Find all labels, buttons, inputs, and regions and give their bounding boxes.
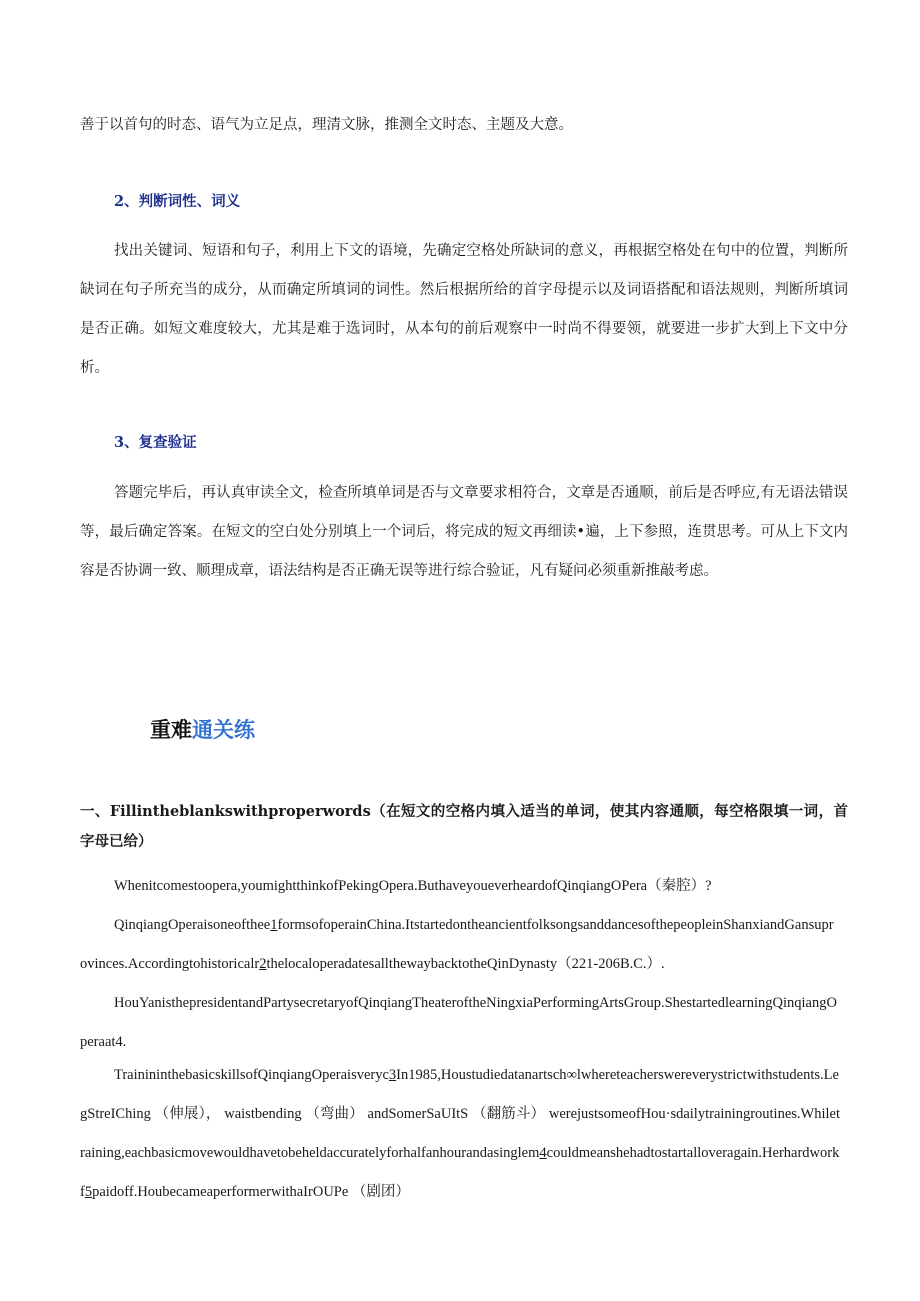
section-title — [150, 715, 255, 745]
text-span: formsofoperainChina.ItstartedontheancientfolksongsanddancesofthepeopleinShanxiandGansuprovinces.Accordingtohistoricalr — [80, 917, 834, 972]
text-span: TrainininthebasicskillsofQinqiangOperaisveryc — [114, 1067, 389, 1083]
passage-line-1: Whenitcomestoopera,youmightthinkofPekingOpera.ButhaveyoueverheardofQinqiangOPera（秦腔）? — [114, 878, 712, 894]
blank-3: 3 — [388, 1067, 397, 1083]
text-span: paidoff.HoubecameaperformerwithaIrOUPe （剧团） — [92, 1184, 410, 1200]
blank-1: 1 — [270, 917, 278, 933]
blank-4: 4 — [539, 1145, 547, 1161]
text-span: In1985,Houstudiedatanartsch∞lwhereteacherswereverystrictwithstudents.LegStreIChing （伸展）， waistbending （弯曲） andSomerSaUItS （翻筋斗） werejustsomeofHou·sdailytrainingroutines.Whiletraining,eachbasicmovewouldhavetobeheldaccuratelyforhalfanhourandasinglem — [80, 1067, 840, 1161]
section-title-part1: 重难 — [150, 718, 192, 742]
passage-paragraph-2 — [80, 906, 840, 984]
blank-2: 2 — [259, 956, 267, 972]
text-span: thelocaloperadatesallthewaybacktotheQinDynasty（221-206B.C.）. — [266, 956, 665, 972]
heading-judge-word: 2、判断词性、词义 — [114, 193, 241, 210]
section-title-part2: 通关练 — [192, 718, 255, 742]
question-heading: 一、Fillintheblankswithproperwords（在短文的空格内填入适当的单词，使其内容通顺，每空格限填一词，首字母已给） — [80, 803, 848, 850]
heading-review: 3、复查验证 — [114, 434, 197, 451]
paragraph-review: 答题完毕后，再认真审读全文，检查所填单词是否与文章要求相符合，文章是否通顺，前后是否呼应,有无语法错误等，最后确定答案。在短文的空白处分别填上一个词后，将完成的短文再细读•遍，上下参照，连贯思考。可从上下文内容是否协调一致、顺理成章，语法结构是否正确无误等进行综合验证，凡有疑问必须重新推敲考虑。 — [80, 485, 848, 579]
text-span: QinqiangOperaisoneofthee — [114, 917, 271, 933]
blank-5: 5 — [84, 1184, 93, 1200]
passage-paragraph-3: HouYanisthepresidentandPartysecretaryofQinqiangTheateroftheNingxiaPerformingArtsGroup.ShestartedlearningQinqiangOperaat4. — [80, 995, 837, 1050]
text-span: couldmeanshehadtostartalloveragain.Herhardworkf — [80, 1145, 840, 1200]
paragraph-judge-word: 找出关键词、短语和句子，利用上下文的语境，先确定空格处所缺词的意义，再根据空格处在句中的位置，判断所缺词在句子所充当的成分，从而确定所填词的词性。然后根据所给的首字母提示以及词语搭配和语法规则，判断所填词是否正确。如短文难度较大，尤其是难于选词时，从本句的前后观察中一时尚不得要领，就要进一步扩大到上下文中分析。 — [80, 243, 848, 376]
passage-paragraph-4 — [80, 1056, 840, 1212]
intro-paragraph: 善于以首句的时态、语气为立足点，理清文脉，推测全文时态、主题及大意。 — [80, 117, 573, 133]
